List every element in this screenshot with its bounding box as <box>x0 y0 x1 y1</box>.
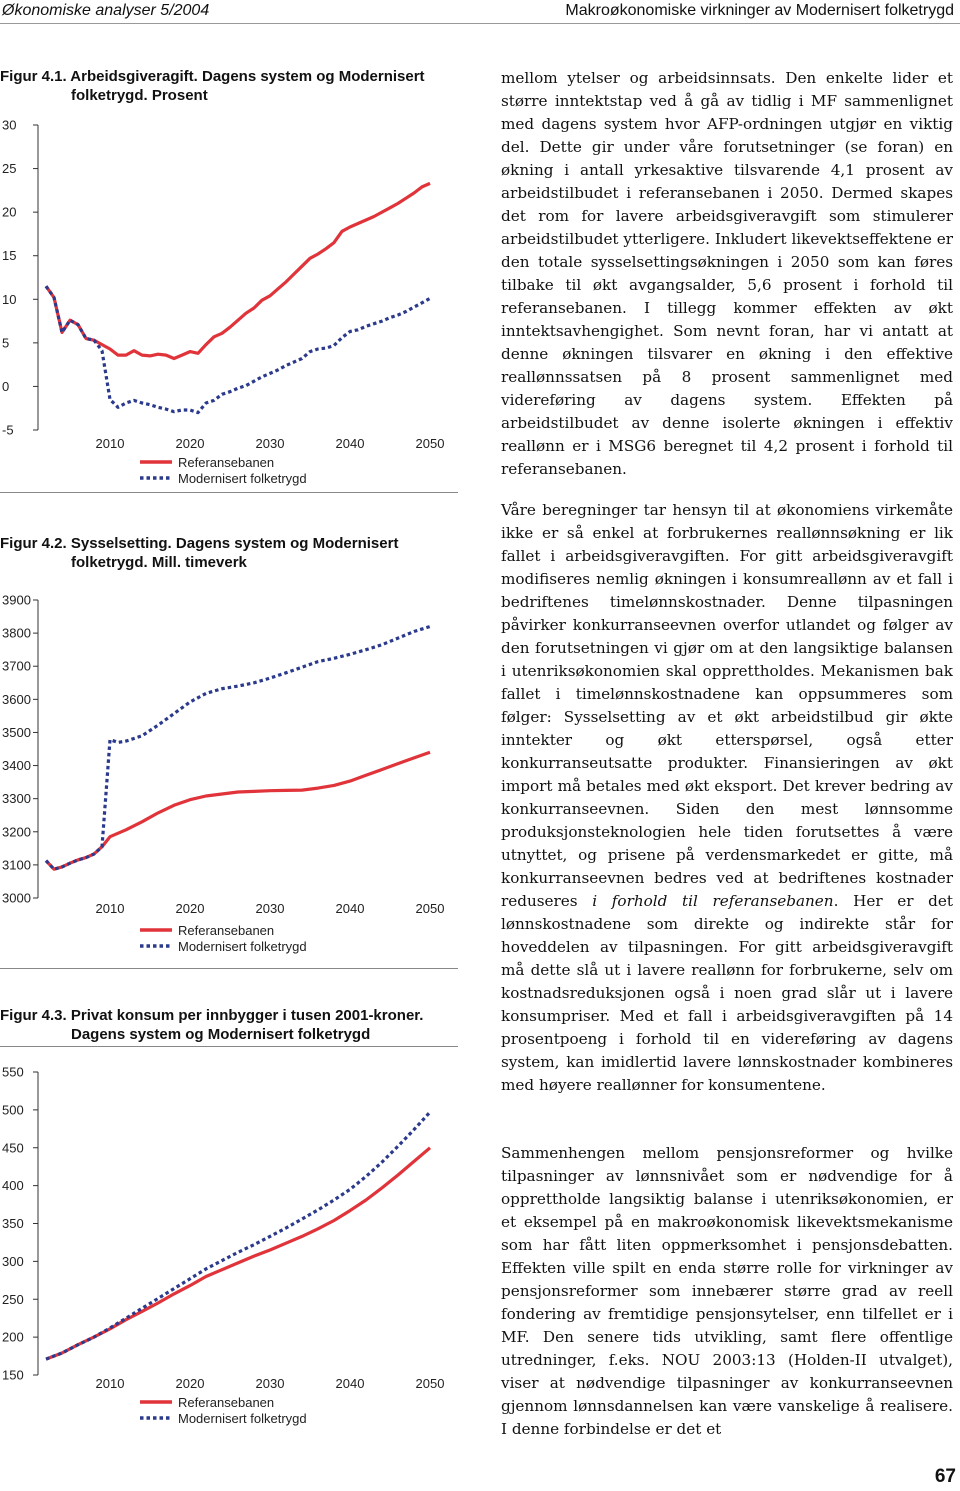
y-tick-label: 5 <box>2 335 10 351</box>
y-tick-label: 550 <box>2 1064 24 1080</box>
figure-2-title-line1: Figur 4.2. Sysselsetting. Dagens system og Modernisert <box>0 535 399 552</box>
y-tick-label: 400 <box>2 1178 24 1194</box>
y-tick-label: 150 <box>2 1367 24 1383</box>
running-header <box>0 0 960 24</box>
y-tick-label: 200 <box>2 1329 24 1345</box>
series-line-referansebanen <box>46 752 430 869</box>
y-tick-label: 3300 <box>2 791 31 807</box>
figure-1-chart <box>0 110 460 500</box>
y-tick-label: 25 <box>2 161 17 177</box>
series-line-modernisert <box>46 627 430 870</box>
series-line-modernisert <box>46 286 430 412</box>
figure-2-rule <box>0 968 458 969</box>
x-tick-label: 2050 <box>415 1376 445 1391</box>
legend-label-referansebanen: Referansebanen <box>178 455 275 470</box>
x-tick-label: 2040 <box>335 1376 365 1391</box>
x-tick-label: 2020 <box>175 1376 205 1391</box>
y-tick-label: 0 <box>2 378 10 394</box>
figure-1-title-line1: Figur 4.1. Arbeidsgiveragift. Dagens system og Modernisert <box>0 68 425 85</box>
y-tick-label: -5 <box>2 422 14 438</box>
paragraph-2-part-a: Våre beregninger tar hensyn til at økonomiens virkemåte ikke er så enkel at forbrukernes reallønnsøkning er lik fallet i arbeidsgiveravgiften. For gitt arbeidsgiveravgift modifiseres nemlig økningen i konsumreallønn av et fall i bedriftenes timelønnskostnader. Denne tilpasningen påvirker konkurranseevnen overfor utlandet og følger av den forutsetningen vi gjør om at den langsiktige balansen i utenriksøkonomien skal opprettholdes. Mekanismen bak fallet i timelønnskostnadene kan oppsummeres som følger: Sysselsetting av et økt arbeidstilbud gir økte inntekter og økt etterspørsel, også etter konkurranseutsatte produkter. Finansieringen av økt import må betales med økt eksport. Det krever bedring av konkurranseevnen. Siden den mest lønnsomme produksjonsteknologien hele tiden forutsettes å være utnyttet, og prisene på verdensmarkedet er gitte, må konkurranseevnen bedres ved at bedriftenes kostnader reduseres <box>501 501 953 910</box>
paragraph-2-part-b: . Her er det lønnskostnadene som direkte og indirekte står for hoveddelen av tilpasningen. For gitt arbeidsgiveravgift må dette slå ut i lavere reallønn for forbrukerne, selv om kostnadsreduksjonen også i noen grad slår ut i lavere konsumpriser. Med et fall i arbeidsgiveravgiften på 14 prosentpoeng i forhold til en videreføring av dagens system, kan imidlertid lavere lønnskostnader kombineres med høyere reallønner for konsumentene. <box>501 892 954 1094</box>
x-tick-label: 2020 <box>175 901 205 916</box>
x-tick-label: 2040 <box>335 436 365 451</box>
y-tick-label: 3200 <box>2 824 31 840</box>
figure-1-title <box>0 67 460 105</box>
body-paragraph-2 <box>501 499 953 1097</box>
journal-title: Økonomiske analyser 5/2004 <box>2 2 210 19</box>
y-tick-label: 3600 <box>2 691 31 707</box>
series-line-modernisert <box>46 1112 430 1359</box>
figure-3-top-rule <box>0 1046 458 1047</box>
page-number: 67 <box>934 1466 956 1487</box>
figure-3-title <box>0 1006 460 1044</box>
header-rule <box>0 23 960 24</box>
x-tick-label: 2010 <box>95 436 125 451</box>
body-paragraph-1 <box>501 67 953 481</box>
y-tick-label: 15 <box>2 248 17 264</box>
figure-1-title-line2: folketrygd. Prosent <box>71 87 208 104</box>
body-paragraph-3 <box>501 1142 953 1441</box>
legend-label-referansebanen: Referansebanen <box>178 1395 275 1410</box>
y-tick-label: 20 <box>2 204 17 220</box>
figure-3-chart <box>0 1050 460 1435</box>
y-tick-label: 3800 <box>2 625 31 641</box>
article-title: Makroøkonomiske virkninger av Modernisert folketrygd <box>565 2 954 19</box>
x-tick-label: 2010 <box>95 901 125 916</box>
figure-3-title-line2: Dagens system og Modernisert folketrygd <box>71 1026 371 1043</box>
y-tick-label: 500 <box>2 1102 24 1118</box>
figure-2-title-line2: folketrygd. Mill. timeverk <box>71 554 247 571</box>
series-line-referansebanen <box>46 1148 430 1359</box>
legend-label-modernisert: Modernisert folketrygd <box>178 939 307 954</box>
y-tick-label: 3500 <box>2 724 31 740</box>
legend-label-referansebanen: Referansebanen <box>178 923 275 938</box>
y-tick-label: 3700 <box>2 658 31 674</box>
y-tick-label: 350 <box>2 1216 24 1231</box>
legend-label-modernisert: Modernisert folketrygd <box>178 1411 307 1426</box>
paragraph-2-text <box>501 499 953 1097</box>
figure-3-title-line1: Figur 4.3. Privat konsum per innbygger i tusen 2001-kroner. <box>0 1007 424 1024</box>
y-tick-label: 3000 <box>2 890 31 906</box>
x-tick-label: 2050 <box>415 901 445 916</box>
x-tick-label: 2040 <box>335 901 365 916</box>
series-line-referansebanen <box>46 183 430 358</box>
y-tick-label: 300 <box>2 1253 24 1269</box>
y-tick-label: 250 <box>2 1291 24 1307</box>
paragraph-2-emphasis: i forhold til referansebanen <box>592 892 834 910</box>
figure-2-chart <box>0 580 460 965</box>
y-tick-label: 3400 <box>2 758 31 774</box>
x-tick-label: 2030 <box>255 901 285 916</box>
figure-2-title <box>0 534 460 572</box>
y-tick-label: 30 <box>2 117 17 133</box>
x-tick-label: 2050 <box>415 436 445 451</box>
paragraph-3-text: Sammenhengen mellom pensjonsreformer og hvilke tilpasninger av lønnsnivået som er nødvendige for å opprettholde langsiktig balanse i utenriksøkonomien, er et eksempel på en makroøkonomisk likevektsmekanisme som har fått liten oppmerksomhet i pensjonsdebatten. Effekten ville spilt en enda større rolle for virkninger av pensjonsreformer som innebærer større grad av reell fondering av fremtidige pensjonsytelser, enn tilfellet er i MF. Den senere tids utvikling, samt flere offentlige utredninger, f.eks. NOU 2003:13 (Holden-II utvalget), viser at nødvendige tilpasninger av konkurranseevnen gjennom lønnsdannelsen kan være vanskelige å realisere. I denne forbindelse er det et <box>501 1144 953 1438</box>
y-tick-label: 3100 <box>2 857 31 873</box>
paragraph-1-text: mellom ytelser og arbeidsinnsats. Den enkelte lider et større inntektstap ved å gå av tidlig i MF sammenlignet med dagens system hvor AFP-ordningen utgjør en viktig del. Dette gir under våre forutsetninger (se foran) en økning i antall yrkesaktive tilsvarende 4,1 prosent av arbeidstilbudet i referansebanen i 2050. Dermed skapes det rom for lavere arbeidsgiveravgift som stimulerer arbeidstilbudet ytterligere. Inkludert likevektseffektene er den totale sysselsettingsøkningen i 2050 som kan føres tilbake til økt avgangsalder, 5,6 prosent i forhold til referansebanen. I tillegg kommer effekten av økt inntektsavhengighet. Som nevnt foran, har vi antatt at denne økningen tilsvarer en økning i den effektive reallønnssatsen på 8 prosent sammenlignet med videreføring av dagens system. Effekten på arbeidstilbudet av denne isolerte økningen i effektiv reallønn er i MSG6 beregnet til 4,2 prosent i forhold til referansebanen. <box>501 69 953 478</box>
y-tick-label: 3900 <box>2 592 31 608</box>
legend-label-modernisert: Modernisert folketrygd <box>178 471 307 486</box>
y-tick-label: 10 <box>2 291 17 307</box>
x-tick-label: 2030 <box>255 436 285 451</box>
x-tick-label: 2020 <box>175 436 205 451</box>
x-tick-label: 2010 <box>95 1376 125 1391</box>
y-tick-label: 450 <box>2 1140 24 1156</box>
figure-1-rule <box>0 492 458 493</box>
x-tick-label: 2030 <box>255 1376 285 1391</box>
